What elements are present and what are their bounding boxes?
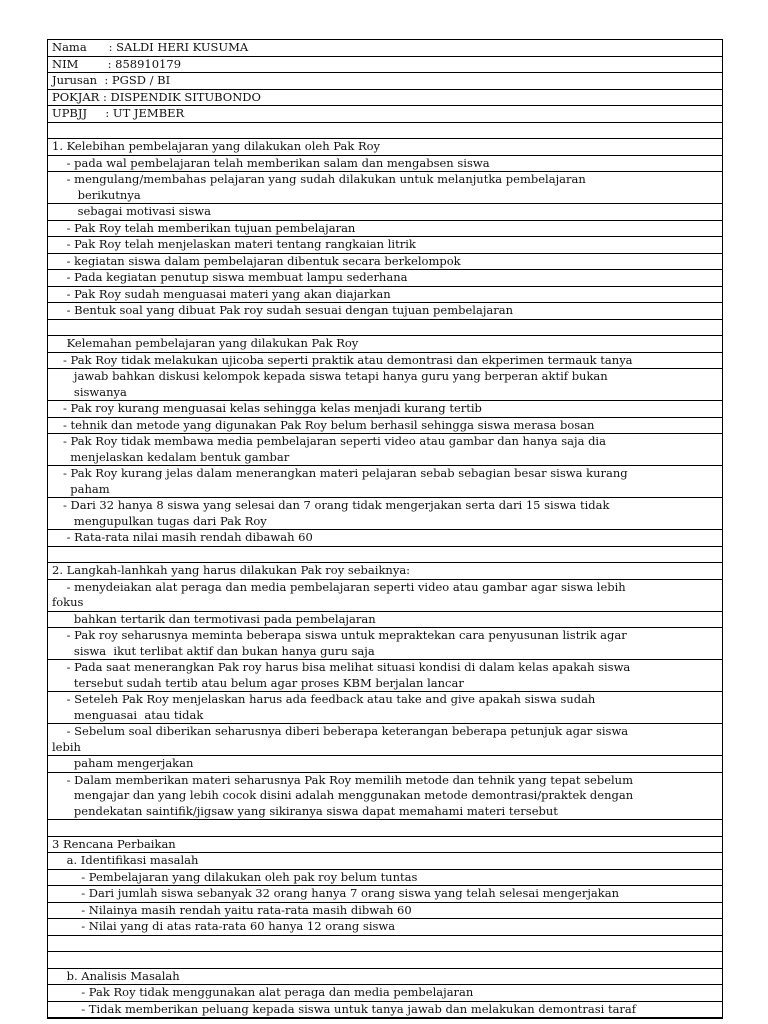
section3-a-line: - Nilainya masih rendah yaitu rata-rata masih dibwah 60 — [48, 903, 722, 920]
section1-weak-line: menjelaskan kedalam bentuk gambar — [48, 450, 722, 467]
section1-line: - kegiatan siswa dalam pembelajaran dibentuk secara berkelompok — [48, 254, 722, 271]
header-upbjj: UPBJJ : UT JEMBER — [48, 106, 722, 123]
section2-line: - Pada saat menerangkan Pak roy harus bisa melihat situasi kondisi di dalam kelas apakah siswa — [52, 660, 631, 674]
section2-line: lebih — [48, 740, 722, 757]
section1-line: berikutnya — [48, 188, 722, 205]
section2-line: menguasai atau tidak — [48, 708, 722, 725]
section1-line: - Pada kegiatan penutup siswa membuat lampu sederhana — [48, 270, 722, 287]
spacer-row — [48, 547, 722, 564]
section2-line: mengajar dan yang lebih cocok disini adalah menggunakan metode demontrasi/praktek dengan — [52, 788, 634, 802]
section1-line: sebagai motivasi siswa — [48, 204, 722, 221]
section1-weak-title: Kelemahan pembelajaran yang dilakukan Pak Roy — [48, 336, 722, 353]
header-nama: Nama : SALDI HERI KUSUMA — [48, 40, 722, 57]
section1-weak-line: paham — [48, 482, 722, 499]
document-table — [47, 39, 723, 1019]
section1-weak-line: jawab bahkan diskusi kelompok kepada siswa tetapi hanya guru yang berperan aktif bukan — [52, 369, 608, 383]
section2-line: - Pak roy seharusnya meminta beberapa siswa untuk mepraktekan cara penyusunan listrik agar — [52, 628, 627, 642]
section1-line: - Pak Roy sudah menguasai materi yang akan diajarkan — [48, 287, 722, 304]
section2-line: siswa ikut terlibat aktif dan bukan hanya guru saja — [48, 644, 722, 661]
header-nim: NIM : 858910179 — [48, 57, 722, 74]
section1-title: 1. Kelebihan pembelajaran yang dilakukan oleh Pak Roy — [48, 139, 722, 156]
section1-line: - Pak Roy telah menjelaskan materi tentang rangkaian litrik — [48, 237, 722, 254]
section1-weak-line: - Pak Roy kurang jelas dalam menerangkan materi pelajaran sebab sebagian besar siswa kurang — [52, 466, 628, 480]
section2-line: - menydeiakan alat peraga dan media pembelajaran seperti video atau gambar agar siswa lebih — [52, 579, 626, 594]
section2-line: fokus — [48, 595, 722, 612]
section3-b-line: - Tidak memberikan peluang kepada siswa untuk tanya jawab dan melakukan demontrasi taraf — [48, 1002, 722, 1019]
section2-line: tersebut sudah tertib atau belum agar proses KBM berjalan lancar — [48, 676, 722, 693]
spacer-row — [48, 952, 722, 969]
section1-weak-line: - Pak Roy tidak membawa media pembelajaran seperti video atau gambar dan hanya saja dia — [52, 434, 606, 448]
header-jurusan: Jurusan : PGSD / BI — [48, 73, 722, 90]
section1-weak-line: - Rata-rata nilai masih rendah dibawah 60 — [48, 530, 722, 547]
section2-line: paham mengerjakan — [48, 756, 722, 773]
section3-sub-b: b. Analisis Masalah — [48, 969, 722, 986]
section1-weak-line: - Dari 32 hanya 8 siswa yang selesai dan 7 orang tidak mengerjakan serta dari 15 siswa tidak — [52, 498, 610, 512]
section1-weak-line: - Pak roy kurang menguasai kelas sehingga kelas menjadi kurang tertib — [48, 401, 722, 418]
section1-weak-line: - tehnik dan metode yang digunakan Pak Roy belum berhasil sehingga siswa merasa bosan — [48, 418, 722, 435]
spacer-row — [48, 936, 722, 953]
section1-weak-line: - Pak Roy tidak melakukan ujicoba seperti praktik atau demontrasi dan ekperimen termauk tanya — [48, 353, 722, 370]
section3-a-line: - Nilai yang di atas rata-rata 60 hanya 12 orang siswa — [48, 919, 722, 936]
section3-a-line: - Dari jumlah siswa sebanyak 32 orang hanya 7 orang siswa yang telah selesai mengerjakan — [48, 886, 722, 903]
spacer-row — [48, 820, 722, 837]
section2-line: - Dalam memberikan materi seharusnya Pak Roy memilih metode dan tehnik yang tepat sebelum — [52, 772, 633, 787]
section1-weak-line: mengupulkan tugas dari Pak Roy — [48, 514, 722, 531]
section3-b-line: - Pak Roy tidak menggunakan alat peraga dan media pembelajaran — [48, 985, 722, 1002]
section2-title: 2. Langkah-lanhkah yang harus dilakukan Pak roy sebaiknya: — [48, 563, 722, 580]
spacer-row — [48, 320, 722, 337]
spacer-row — [48, 123, 722, 140]
section1-line: - Bentuk soal yang dibuat Pak roy sudah sesuai dengan tujuan pembelajaran — [48, 303, 722, 320]
header-pokjar: POKJAR : DISPENDIK SITUBONDO — [48, 90, 722, 107]
section2-line: - Seteleh Pak Roy menjelaskan harus ada feedback atau take and give apakah siswa sudah — [52, 692, 596, 706]
section1-weak-line: siswanya — [48, 385, 722, 402]
section2-line: pendekatan saintifik/jigsaw yang sikiranya siswa dapat memahami materi tersebut — [48, 804, 722, 821]
section3-a-line: - Pembelajaran yang dilakukan oleh pak roy belum tuntas — [48, 870, 722, 887]
section1-line: - mengulang/membahas pelajaran yang sudah dilakukan untuk melanjutka pembelajaran — [52, 172, 586, 186]
section1-line: - pada wal pembelajaran telah memberikan salam dan mengabsen siswa — [48, 156, 722, 173]
section3-title: 3 Rencana Perbaikan — [48, 837, 722, 854]
section2-line: bahkan tertarik dan termotivasi pada pembelajaran — [48, 612, 722, 629]
section1-line: - Pak Roy telah memberikan tujuan pembelajaran — [48, 221, 722, 238]
section2-line: - Sebelum soal diberikan seharusnya diberi beberapa keterangan beberapa petunjuk agar siswa — [52, 724, 629, 738]
section3-sub-a: a. Identifikasi masalah — [48, 853, 722, 870]
